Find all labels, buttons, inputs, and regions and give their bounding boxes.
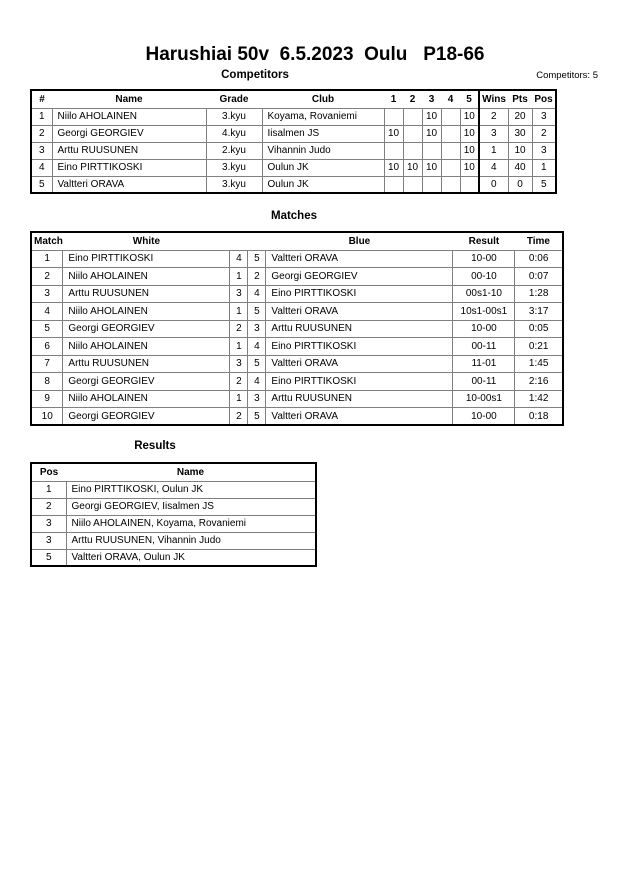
col-header-pos: Pos bbox=[532, 90, 556, 108]
result-pos: 3 bbox=[31, 532, 66, 549]
competitor-grade: 3.kyu bbox=[206, 108, 262, 125]
score-vs-3 bbox=[422, 176, 441, 193]
match-result: 11-01 bbox=[453, 355, 515, 373]
score-vs-5: 10 bbox=[460, 159, 479, 176]
white-competitor: Niilo AHOLAINEN bbox=[63, 268, 230, 286]
competitor-num: 5 bbox=[31, 176, 52, 193]
white-competitor-num: 1 bbox=[230, 268, 248, 286]
score-vs-1 bbox=[384, 142, 403, 159]
competitor-pos: 3 bbox=[532, 108, 556, 125]
match-result: 00-11 bbox=[453, 373, 515, 391]
score-vs-1: 10 bbox=[384, 125, 403, 142]
result-name: Arttu RUUSUNEN, Vihannin Judo bbox=[66, 532, 316, 549]
match-row bbox=[31, 355, 563, 373]
score-vs-4 bbox=[441, 142, 460, 159]
match-time: 3:17 bbox=[515, 303, 563, 321]
blue-competitor-num: 5 bbox=[248, 303, 266, 321]
competitors-heading: Competitors bbox=[221, 69, 289, 81]
competitor-pts: 20 bbox=[508, 108, 532, 125]
white-competitor: Arttu RUUSUNEN bbox=[63, 285, 230, 303]
match-time: 2:16 bbox=[515, 373, 563, 391]
col-header-white-num bbox=[230, 232, 248, 250]
results-header-row bbox=[31, 463, 316, 481]
score-vs-5: 10 bbox=[460, 108, 479, 125]
results-heading: Results bbox=[134, 440, 176, 452]
competitor-grade: 4.kyu bbox=[206, 125, 262, 142]
match-number: 7 bbox=[31, 355, 63, 373]
blue-competitor: Arttu RUUSUNEN bbox=[266, 320, 453, 338]
col-header-result: Result bbox=[453, 232, 515, 250]
col-header-blue: Blue bbox=[266, 232, 453, 250]
match-result: 10s1-00s1 bbox=[453, 303, 515, 321]
white-competitor: Niilo AHOLAINEN bbox=[63, 303, 230, 321]
col-header-1: 1 bbox=[384, 90, 403, 108]
competitor-num: 4 bbox=[31, 159, 52, 176]
match-result: 10-00 bbox=[453, 408, 515, 426]
match-result: 10-00s1 bbox=[453, 390, 515, 408]
blue-competitor-num: 5 bbox=[248, 408, 266, 426]
competitor-pts: 10 bbox=[508, 142, 532, 159]
competitor-pts: 40 bbox=[508, 159, 532, 176]
score-vs-4 bbox=[441, 125, 460, 142]
col-header-blue-num bbox=[248, 232, 266, 250]
white-competitor-num: 3 bbox=[230, 285, 248, 303]
competitor-name: Niilo AHOLAINEN bbox=[52, 108, 206, 125]
col-header-3: 3 bbox=[422, 90, 441, 108]
result-row bbox=[31, 549, 316, 566]
score-vs-4 bbox=[441, 176, 460, 193]
white-competitor-num: 2 bbox=[230, 408, 248, 426]
white-competitor: Georgi GEORGIEV bbox=[63, 373, 230, 391]
competitor-num: 1 bbox=[31, 108, 52, 125]
competitor-pos: 1 bbox=[532, 159, 556, 176]
result-name: Valtteri ORAVA, Oulun JK bbox=[66, 549, 316, 566]
match-row bbox=[31, 373, 563, 391]
score-vs-2 bbox=[403, 176, 422, 193]
col-header-pos: Pos bbox=[31, 463, 66, 481]
match-row bbox=[31, 285, 563, 303]
competitor-grade: 3.kyu bbox=[206, 159, 262, 176]
blue-competitor: Eino PIRTTIKOSKI bbox=[266, 338, 453, 356]
match-number: 3 bbox=[31, 285, 63, 303]
match-number: 8 bbox=[31, 373, 63, 391]
competitor-club: Oulun JK bbox=[262, 159, 384, 176]
result-pos: 1 bbox=[31, 481, 66, 498]
score-vs-3: 10 bbox=[422, 159, 441, 176]
match-time: 0:18 bbox=[515, 408, 563, 426]
blue-competitor: Eino PIRTTIKOSKI bbox=[266, 285, 453, 303]
blue-competitor-num: 5 bbox=[248, 355, 266, 373]
blue-competitor-num: 3 bbox=[248, 390, 266, 408]
score-vs-3: 10 bbox=[422, 108, 441, 125]
white-competitor: Niilo AHOLAINEN bbox=[63, 338, 230, 356]
white-competitor: Niilo AHOLAINEN bbox=[63, 390, 230, 408]
white-competitor-num: 1 bbox=[230, 303, 248, 321]
competitor-row bbox=[31, 142, 556, 159]
col-header-wins: Wins bbox=[479, 90, 508, 108]
match-result: 00-10 bbox=[453, 268, 515, 286]
competitor-club: Koyama, Rovaniemi bbox=[262, 108, 384, 125]
competitor-row bbox=[31, 108, 556, 125]
competitor-num: 3 bbox=[31, 142, 52, 159]
competitor-wins: 0 bbox=[479, 176, 508, 193]
result-name: Eino PIRTTIKOSKI, Oulun JK bbox=[66, 481, 316, 498]
blue-competitor: Georgi GEORGIEV bbox=[266, 268, 453, 286]
match-row bbox=[31, 250, 563, 268]
score-vs-4 bbox=[441, 108, 460, 125]
col-header-4: 4 bbox=[441, 90, 460, 108]
competitor-club: Vihannin Judo bbox=[262, 142, 384, 159]
score-vs-2 bbox=[403, 142, 422, 159]
match-number: 9 bbox=[31, 390, 63, 408]
match-time: 0:07 bbox=[515, 268, 563, 286]
col-header-2: 2 bbox=[403, 90, 422, 108]
match-number: 2 bbox=[31, 268, 63, 286]
match-row bbox=[31, 408, 563, 426]
competitor-pos: 2 bbox=[532, 125, 556, 142]
match-row bbox=[31, 390, 563, 408]
col-header-grade: Grade bbox=[206, 90, 262, 108]
col-header-club: Club bbox=[262, 90, 384, 108]
match-row bbox=[31, 303, 563, 321]
score-vs-5: 10 bbox=[460, 142, 479, 159]
match-row bbox=[31, 338, 563, 356]
col-header-num: # bbox=[31, 90, 52, 108]
competitor-row bbox=[31, 159, 556, 176]
score-vs-3: 10 bbox=[422, 125, 441, 142]
score-vs-2 bbox=[403, 125, 422, 142]
match-result: 10-00 bbox=[453, 320, 515, 338]
col-header-match: Match bbox=[31, 232, 63, 250]
match-time: 0:06 bbox=[515, 250, 563, 268]
white-competitor: Georgi GEORGIEV bbox=[63, 320, 230, 338]
competitor-pts: 0 bbox=[508, 176, 532, 193]
score-vs-4 bbox=[441, 159, 460, 176]
match-time: 1:42 bbox=[515, 390, 563, 408]
col-header-time: Time bbox=[515, 232, 563, 250]
competitor-wins: 2 bbox=[479, 108, 508, 125]
competitor-club: Oulun JK bbox=[262, 176, 384, 193]
blue-competitor: Valtteri ORAVA bbox=[266, 355, 453, 373]
competitor-pos: 5 bbox=[532, 176, 556, 193]
competitor-name: Georgi GEORGIEV bbox=[52, 125, 206, 142]
white-competitor-num: 3 bbox=[230, 355, 248, 373]
match-row bbox=[31, 268, 563, 286]
competitor-name: Valtteri ORAVA bbox=[52, 176, 206, 193]
white-competitor-num: 1 bbox=[230, 390, 248, 408]
competitor-grade: 3.kyu bbox=[206, 176, 262, 193]
competitor-wins: 3 bbox=[479, 125, 508, 142]
competitor-pos: 3 bbox=[532, 142, 556, 159]
blue-competitor-num: 4 bbox=[248, 373, 266, 391]
match-row bbox=[31, 320, 563, 338]
matches-heading: Matches bbox=[270, 210, 318, 222]
competitor-row bbox=[31, 125, 556, 142]
blue-competitor: Arttu RUUSUNEN bbox=[266, 390, 453, 408]
col-header-white: White bbox=[63, 232, 230, 250]
result-row bbox=[31, 515, 316, 532]
competitor-club: Iisalmen JS bbox=[262, 125, 384, 142]
blue-competitor: Valtteri ORAVA bbox=[266, 250, 453, 268]
match-number: 4 bbox=[31, 303, 63, 321]
blue-competitor: Valtteri ORAVA bbox=[266, 408, 453, 426]
score-vs-1: 10 bbox=[384, 159, 403, 176]
competitor-wins: 4 bbox=[479, 159, 508, 176]
match-time: 1:45 bbox=[515, 355, 563, 373]
score-vs-3 bbox=[422, 142, 441, 159]
blue-competitor-num: 4 bbox=[248, 285, 266, 303]
match-result: 00-11 bbox=[453, 338, 515, 356]
match-number: 10 bbox=[31, 408, 63, 426]
competitor-grade: 2.kyu bbox=[206, 142, 262, 159]
matches-header-row bbox=[31, 232, 563, 250]
blue-competitor-num: 2 bbox=[248, 268, 266, 286]
competitor-name: Eino PIRTTIKOSKI bbox=[52, 159, 206, 176]
match-time: 0:21 bbox=[515, 338, 563, 356]
competitor-row bbox=[31, 176, 556, 193]
white-competitor-num: 1 bbox=[230, 338, 248, 356]
results-table bbox=[30, 462, 317, 567]
blue-competitor: Valtteri ORAVA bbox=[266, 303, 453, 321]
matches-table bbox=[30, 231, 564, 426]
competitor-pts: 30 bbox=[508, 125, 532, 142]
competitor-num: 2 bbox=[31, 125, 52, 142]
competitors-header-row bbox=[31, 90, 556, 108]
white-competitor-num: 4 bbox=[230, 250, 248, 268]
col-header-name: Name bbox=[52, 90, 206, 108]
competitors-table bbox=[30, 89, 557, 194]
white-competitor-num: 2 bbox=[230, 373, 248, 391]
result-name: Georgi GEORGIEV, Iisalmen JS bbox=[66, 498, 316, 515]
score-vs-2 bbox=[403, 108, 422, 125]
match-number: 5 bbox=[31, 320, 63, 338]
col-header-name: Name bbox=[66, 463, 316, 481]
match-result: 10-00 bbox=[453, 250, 515, 268]
white-competitor: Arttu RUUSUNEN bbox=[63, 355, 230, 373]
competitor-name: Arttu RUUSUNEN bbox=[52, 142, 206, 159]
match-result: 00s1-10 bbox=[453, 285, 515, 303]
score-vs-1 bbox=[384, 176, 403, 193]
col-header-pts: Pts bbox=[508, 90, 532, 108]
result-pos: 5 bbox=[31, 549, 66, 566]
result-row bbox=[31, 532, 316, 549]
result-name: Niilo AHOLAINEN, Koyama, Rovaniemi bbox=[66, 515, 316, 532]
blue-competitor-num: 4 bbox=[248, 338, 266, 356]
score-vs-1 bbox=[384, 108, 403, 125]
score-vs-5 bbox=[460, 176, 479, 193]
white-competitor: Georgi GEORGIEV bbox=[63, 408, 230, 426]
result-row bbox=[31, 481, 316, 498]
white-competitor-num: 2 bbox=[230, 320, 248, 338]
match-time: 0:05 bbox=[515, 320, 563, 338]
result-row bbox=[31, 498, 316, 515]
score-vs-2: 10 bbox=[403, 159, 422, 176]
blue-competitor: Eino PIRTTIKOSKI bbox=[266, 373, 453, 391]
score-vs-5: 10 bbox=[460, 125, 479, 142]
blue-competitor-num: 5 bbox=[248, 250, 266, 268]
white-competitor: Eino PIRTTIKOSKI bbox=[63, 250, 230, 268]
result-pos: 3 bbox=[31, 515, 66, 532]
competitors-count: Competitors: 5 bbox=[536, 70, 598, 81]
match-time: 1:28 bbox=[515, 285, 563, 303]
result-pos: 2 bbox=[31, 498, 66, 515]
page-title: Harushiai 50v 6.5.2023 Oulu P18-66 bbox=[145, 44, 485, 65]
match-number: 1 bbox=[31, 250, 63, 268]
match-number: 6 bbox=[31, 338, 63, 356]
blue-competitor-num: 3 bbox=[248, 320, 266, 338]
col-header-5: 5 bbox=[460, 90, 479, 108]
competitor-wins: 1 bbox=[479, 142, 508, 159]
